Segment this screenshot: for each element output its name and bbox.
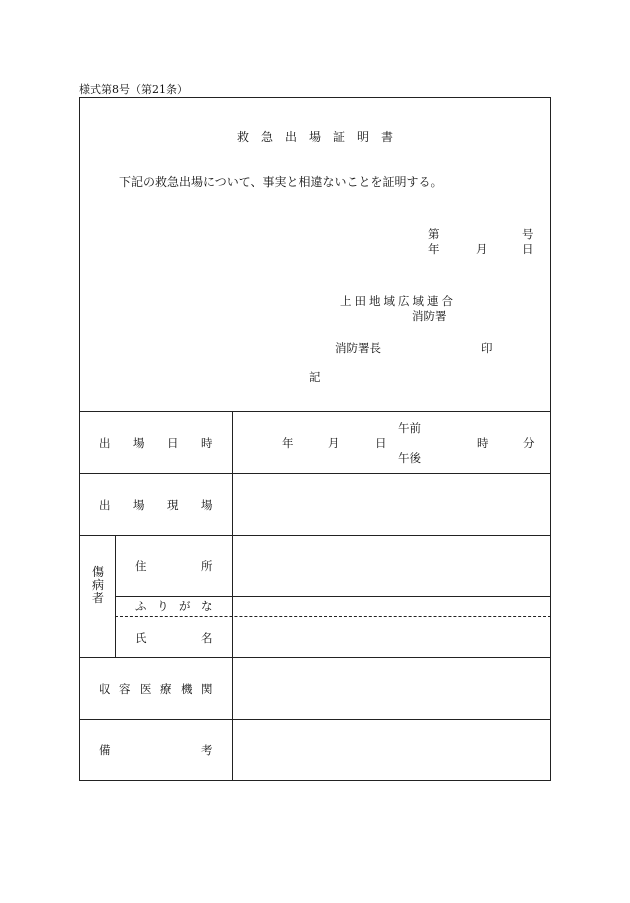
table-line-2 [79, 473, 551, 474]
label-char: 傷 [91, 565, 104, 579]
label-char: 者 [91, 591, 104, 605]
certification-statement: 下記の救急出場について、事実と相違ないことを証明する。 [119, 175, 443, 189]
label-char: 場 [201, 498, 213, 512]
label-char: 現 [167, 498, 179, 512]
dispatch-pm: 午後 [398, 451, 421, 465]
patient-group-label [91, 566, 105, 605]
form-number-label: 様式第8号（第21条） [79, 83, 188, 96]
label-char: 療 [160, 682, 172, 696]
table-line-6 [79, 719, 551, 720]
label-char: 所 [201, 559, 213, 573]
label-char: が [179, 599, 191, 613]
number-go: 号 [522, 227, 534, 241]
dispatch-minute: 分 [523, 436, 535, 450]
label-char: 時 [201, 436, 213, 450]
table-line-4 [115, 596, 551, 597]
table-line-3 [79, 535, 551, 536]
label-char: 考 [201, 743, 213, 757]
ki-mark: 記 [309, 370, 321, 384]
seal-mark: 印 [481, 341, 493, 355]
organization-dept: 消防署 [412, 309, 447, 323]
label-char: 出 [99, 436, 111, 450]
label-char: ふ [135, 599, 147, 613]
label-column-divider [232, 411, 233, 781]
label-char: 病 [91, 578, 104, 592]
label-char: な [201, 599, 213, 613]
date-year: 年 [428, 242, 440, 256]
date-month: 月 [476, 242, 488, 256]
label-char: 機 [181, 682, 193, 696]
label-char: 場 [133, 498, 145, 512]
document-title: 救 急 出 場 証 明 書 [236, 130, 394, 144]
dispatch-day: 日 [375, 436, 387, 450]
dispatch-month: 月 [328, 436, 340, 450]
table-line-1 [79, 411, 551, 412]
dispatch-hour: 時 [477, 436, 489, 450]
chief-title: 消防署長 [335, 341, 381, 355]
label-char: 関 [201, 682, 213, 696]
date-day: 日 [522, 242, 534, 256]
label-char: 収 [99, 682, 111, 696]
label-char: 医 [140, 682, 152, 696]
label-char: 場 [133, 436, 145, 450]
table-line-5 [79, 657, 551, 658]
dispatch-year: 年 [282, 436, 294, 450]
label-char: 出 [99, 498, 111, 512]
dispatch-am: 午前 [398, 421, 421, 435]
number-dai: 第 [428, 227, 440, 241]
label-char: 名 [201, 631, 213, 645]
label-char: 日 [167, 436, 179, 450]
label-char: 備 [99, 743, 111, 757]
furigana-dashed-line [115, 616, 551, 617]
label-char: 容 [119, 682, 131, 696]
label-char: 住 [135, 559, 147, 573]
patient-group-divider [115, 535, 116, 657]
label-char: 氏 [135, 631, 147, 645]
label-char: り [157, 599, 169, 613]
organization-name: 上田地域広域連合 [340, 294, 456, 308]
